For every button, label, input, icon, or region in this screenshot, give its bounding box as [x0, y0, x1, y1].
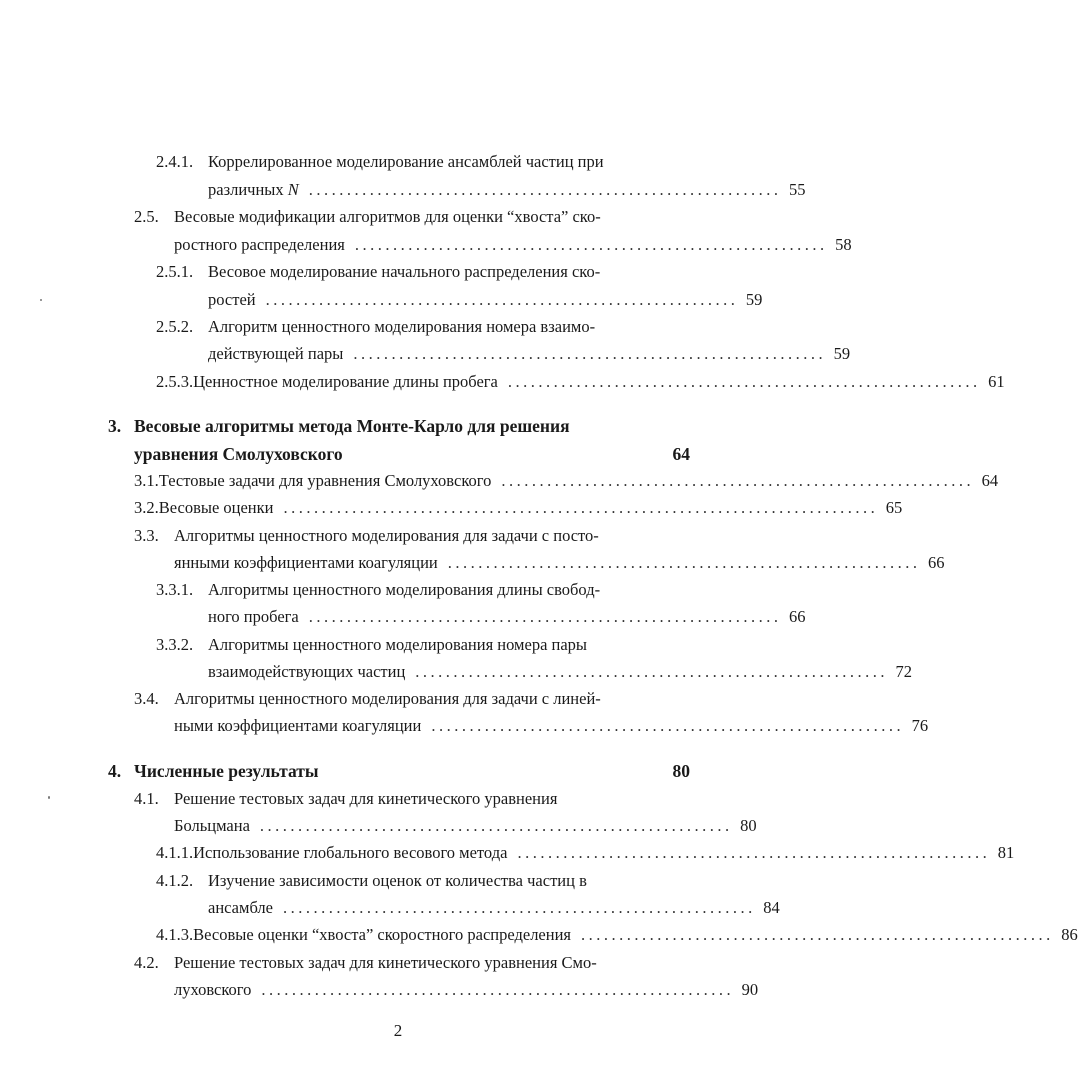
scan-speck: [40, 299, 42, 301]
toc-title: Алгоритмы ценностного моделирования для задачи с посто-: [174, 526, 599, 545]
toc-title-cont: уравнения Смолуховского: [134, 444, 343, 464]
toc-title: Весовое моделирование начального распределения ско-: [208, 262, 601, 281]
toc-page: 65: [885, 498, 903, 517]
toc-title-cont: ансамбле: [208, 898, 273, 917]
toc-page: 64: [981, 471, 999, 490]
dot-leader: ..............................................................: [283, 898, 756, 917]
toc-title: Алгоритмы ценностного моделирования номера пары: [208, 635, 588, 654]
toc-title-cont: различных N: [208, 180, 299, 199]
toc-page: 58: [835, 235, 852, 254]
toc-page: 80: [740, 816, 757, 835]
dot-leader: ..............................................................: [265, 290, 739, 309]
dot-leader: ..............................................................: [308, 180, 782, 199]
toc-page: 72: [895, 662, 913, 681]
toc-page: 59: [833, 344, 851, 363]
toc-page: 61: [988, 372, 1005, 391]
dot-leader: ..............................................................: [501, 471, 975, 490]
dot-leader: ..............................................................: [507, 372, 981, 391]
toc-title: Весовые алгоритмы метода Монте-Карло для решения: [134, 416, 570, 436]
toc-page: 64: [672, 444, 690, 464]
toc-number: 3.2.: [134, 498, 159, 517]
toc-number: 2.5.1.: [156, 262, 194, 281]
toc-number: 4.1.3.: [156, 925, 194, 944]
dot-leader: ..............................................................: [353, 344, 827, 363]
toc-number: 3.3.: [134, 526, 159, 545]
toc-title-cont: ростного распределения: [174, 235, 345, 254]
toc-title: Алгоритмы ценностного моделирования длины свобод-: [208, 580, 601, 599]
toc-title: Коррелированное моделирование ансамблей частиц при: [208, 152, 604, 171]
toc-title: Тестовые задачи для уравнения Смолуховского: [158, 471, 492, 490]
toc-page: 76: [911, 716, 929, 735]
dot-leader: ..............................................................: [581, 925, 1054, 944]
toc-title-cont: ростей: [208, 290, 256, 309]
toc-number: 4.2.: [134, 953, 159, 972]
dot-leader: ..............................................................: [447, 553, 921, 572]
toc-title: Весовые оценки “хвоста” скоростного распределения: [193, 925, 572, 944]
dot-leader: ..............................................................: [517, 843, 991, 862]
toc-number: 3.3.2.: [156, 635, 194, 654]
toc-page: 66: [788, 607, 806, 626]
toc-number: 4.1.: [134, 789, 159, 808]
toc-title-cont: действующей пары: [208, 344, 344, 363]
toc-title-cont: янными коэффициентами коагуляции: [174, 553, 438, 572]
toc-title-cont: ного пробега: [208, 607, 299, 626]
toc-title: Использование глобального весового метода: [193, 843, 508, 862]
toc-title: Ценностное моделирование длины пробега: [193, 372, 498, 391]
dot-leader: ..............................................................................: [283, 498, 879, 517]
toc-title: Изучение зависимости оценок от количества частиц в: [208, 871, 587, 890]
variable-n: N: [287, 180, 299, 199]
toc-title: Решение тестовых задач для кинетического уравнения: [174, 789, 558, 808]
dot-leader: ..............................................................: [431, 716, 905, 735]
toc-number: 4.1.2.: [156, 871, 194, 890]
toc-title-cont: ными коэффициентами коагуляции: [174, 716, 422, 735]
toc-title-cont: луховского: [174, 980, 252, 999]
toc-number: 2.4.1.: [156, 152, 194, 171]
dot-leader: ..............................................................: [259, 816, 733, 835]
toc-title-cont: Больцмана: [174, 816, 250, 835]
dot-leader: ..............................................................: [354, 235, 828, 254]
toc-page: 55: [789, 180, 806, 199]
toc-title: Алгоритмы ценностного моделирования для задачи с линей-: [174, 689, 601, 708]
toc-page: 81: [997, 843, 1015, 862]
toc-number: 2.5.: [134, 207, 159, 226]
toc-number: 2.5.3.: [156, 372, 194, 391]
toc-title: Алгоритм ценностного моделирования номера взаимо-: [208, 317, 596, 336]
toc-title: Решение тестовых задач для кинетического уравнения Смо-: [174, 953, 597, 972]
page-number: 2: [393, 1021, 403, 1040]
toc-page: 84: [763, 898, 780, 917]
toc-number: 3.3.1.: [156, 580, 194, 599]
toc-number: 2.5.2.: [156, 317, 194, 336]
toc-page: 90: [741, 980, 759, 999]
toc-page: 86: [1061, 925, 1078, 944]
toc-number: 4.1.1.: [156, 843, 194, 862]
scan-speck: [48, 796, 50, 799]
toc-page: 80: [672, 761, 690, 781]
toc-page: 59: [745, 290, 763, 309]
dot-leader: ..............................................................: [308, 607, 782, 626]
dot-leader: ..............................................................: [261, 980, 735, 999]
toc-title: Численные результаты: [134, 761, 319, 781]
dot-leader: ..............................................................: [415, 662, 889, 681]
toc-number: 4.: [108, 761, 122, 781]
toc-number: 3.4.: [134, 689, 159, 708]
toc-page: 66: [928, 553, 945, 572]
toc-title-cont: взаимодействующих частиц: [208, 662, 406, 681]
toc-number: 3.1.: [134, 471, 159, 490]
toc-title: Весовые оценки: [158, 498, 274, 517]
toc-title: Весовые модификации алгоритмов для оценки “хвоста” ско-: [174, 207, 601, 226]
toc-number: 3.: [108, 416, 122, 436]
